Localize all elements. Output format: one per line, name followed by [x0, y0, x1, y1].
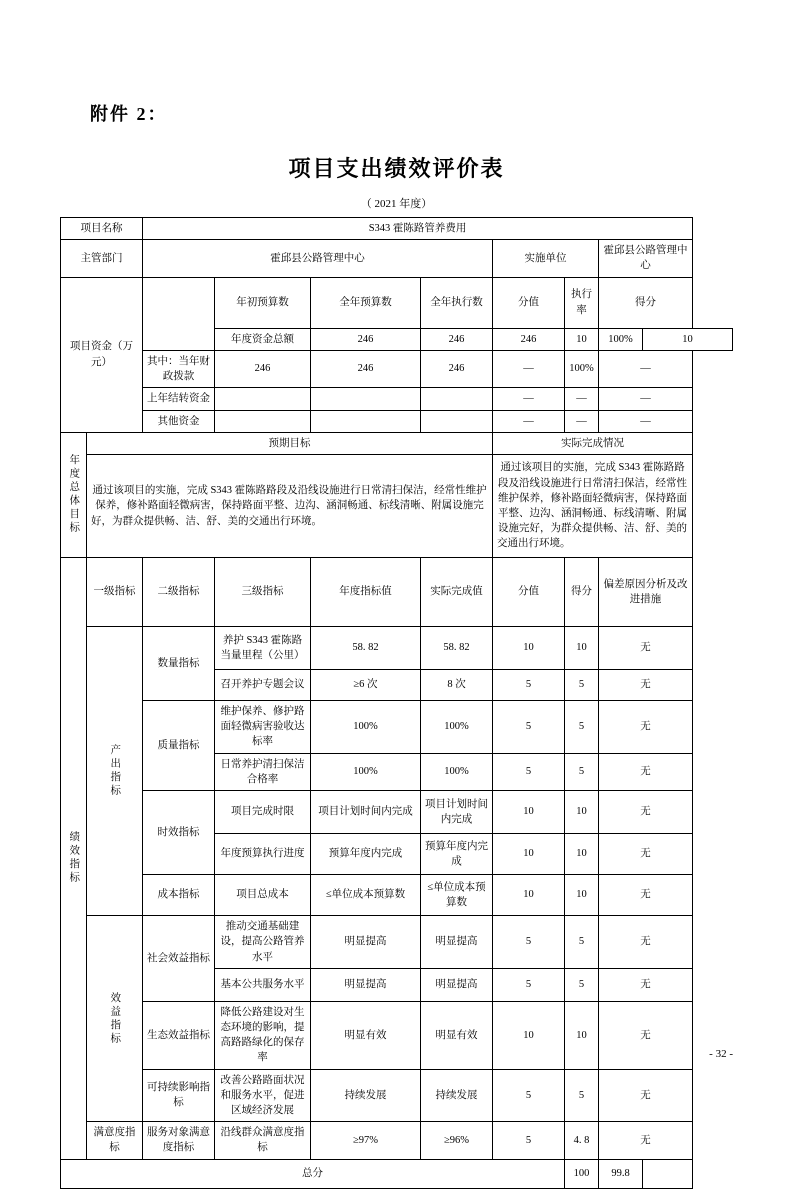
funds-row-label: 年度资金总额	[215, 328, 311, 350]
index-value: 5	[493, 753, 565, 790]
index-score: 5	[565, 968, 599, 1001]
index-score: 10	[565, 1001, 599, 1069]
index-target: 预算年度内完成	[311, 834, 421, 875]
table-row	[61, 350, 733, 387]
funds-row-label: 上年结转资金	[143, 388, 215, 410]
index-analysis: 无	[599, 968, 693, 1001]
index-level3: 项目总成本	[215, 875, 311, 916]
index-analysis: 无	[599, 1001, 693, 1069]
index-level3: 维护保养、修护路面轻微病害验收达标率	[215, 700, 311, 753]
index-analysis: 无	[599, 875, 693, 916]
index-analysis: 无	[599, 669, 693, 700]
index-actual: 100%	[421, 700, 493, 753]
table-row	[61, 277, 733, 328]
index-value: 10	[493, 791, 565, 834]
index-level3: 养护 S343 霍陈路当量里程（公里）	[215, 626, 311, 669]
index-level2: 社会效益指标	[143, 916, 215, 1002]
index-actual: 100%	[421, 753, 493, 790]
index-level3: 基本公共服务水平	[215, 968, 311, 1001]
perf-index-label: 绩效指标	[61, 557, 87, 1159]
index-actual: 项目计划时间内完成	[421, 791, 493, 834]
index-score: 4. 8	[565, 1122, 599, 1159]
index-level3: 召开养护专题会议	[215, 669, 311, 700]
index-target: 项目计划时间内完成	[311, 791, 421, 834]
index-value: 10	[493, 834, 565, 875]
funds-header-exec-rate: 执行率	[565, 277, 599, 328]
index-actual: 8 次	[421, 669, 493, 700]
index-value: 5	[493, 1069, 565, 1122]
index-header-analysis: 偏差原因分析及改进措施	[599, 557, 693, 626]
index-level3: 沿线群众满意度指标	[215, 1122, 311, 1159]
funds-header-begin-budget: 年初预算数	[215, 277, 311, 328]
project-name-value: S343 霍陈路管养费用	[143, 218, 693, 240]
index-target: 持续发展	[311, 1069, 421, 1122]
index-score: 5	[565, 753, 599, 790]
index-analysis: 无	[599, 753, 693, 790]
table-row	[61, 916, 733, 969]
index-header-level3: 三级指标	[215, 557, 311, 626]
index-score: 10	[565, 791, 599, 834]
table-row	[61, 454, 733, 557]
index-target: 明显提高	[311, 968, 421, 1001]
index-level3: 年度预算执行进度	[215, 834, 311, 875]
index-analysis: 无	[599, 834, 693, 875]
funds-row-label: 其他资金	[143, 410, 215, 432]
index-level2: 可持续影响指标	[143, 1069, 215, 1122]
funds-row-begin: 246	[215, 350, 311, 387]
index-analysis: 无	[599, 1069, 693, 1122]
funds-row-exec	[421, 388, 493, 410]
index-value: 10	[493, 626, 565, 669]
table-row	[61, 410, 733, 432]
table-row	[61, 875, 733, 916]
index-header-actual: 实际完成值	[421, 557, 493, 626]
index-level3: 改善公路路面状况和服务水平，促进区域经济发展	[215, 1069, 311, 1122]
funds-row-rate: —	[565, 410, 599, 432]
table-row	[61, 1001, 733, 1069]
funds-header-score: 得分	[599, 277, 693, 328]
index-value: 5	[493, 700, 565, 753]
index-value: 5	[493, 669, 565, 700]
index-score: 5	[565, 669, 599, 700]
index-score: 10	[565, 834, 599, 875]
index-actual: ≤单位成本预算数	[421, 875, 493, 916]
actual-goal-header: 实际完成情况	[493, 432, 693, 454]
index-actual: 明显有效	[421, 1001, 493, 1069]
actual-goal-text: 通过该项目的实施，完成 S343 霍陈路路段及沿线设施进行日常清扫保洁，经常性维护保养，修补路面轻微病害，保持路面平整、边沟、涵洞畅通、标线清晰、附属设施完好，为群众提供畅、洁、舒、美的交通出行环境。	[493, 454, 693, 557]
table-row	[61, 240, 733, 277]
index-value: 5	[493, 968, 565, 1001]
index-level2: 质量指标	[143, 700, 215, 790]
unit-label: 实施单位	[493, 240, 599, 277]
index-target: 100%	[311, 700, 421, 753]
funds-label: 项目资金（万元）	[61, 277, 143, 432]
total-label: 总分	[61, 1159, 565, 1188]
table-row	[61, 388, 733, 410]
funds-row-rate: 100%	[565, 350, 599, 387]
table-row	[61, 1069, 733, 1122]
funds-row-value: —	[493, 388, 565, 410]
index-analysis: 无	[599, 1122, 693, 1159]
funds-row-budget	[311, 410, 421, 432]
funds-row-exec	[421, 410, 493, 432]
funds-header-score-value: 分值	[493, 277, 565, 328]
page-subtitle: （ 2021 年度）	[360, 198, 433, 210]
index-header-level2: 二级指标	[143, 557, 215, 626]
funds-header-year-budget: 全年预算数	[311, 277, 421, 328]
funds-row-score: —	[599, 388, 693, 410]
index-level2: 服务对象满意度指标	[143, 1122, 215, 1159]
index-value: 5	[493, 1122, 565, 1159]
table-row	[61, 432, 733, 454]
total-analysis	[643, 1159, 693, 1188]
table-row	[61, 1159, 733, 1188]
funds-row-label: 其中：当年财政拨款	[143, 350, 215, 387]
index-value: 5	[493, 916, 565, 969]
funds-row-rate: 100%	[599, 328, 643, 350]
total-value: 100	[565, 1159, 599, 1188]
index-actual: ≥96%	[421, 1122, 493, 1159]
table-row	[61, 1122, 733, 1159]
index-target: 明显有效	[311, 1001, 421, 1069]
index-analysis: 无	[599, 626, 693, 669]
table-row	[61, 218, 733, 240]
table-row	[61, 626, 733, 669]
funds-row-budget	[311, 388, 421, 410]
funds-row-score: —	[599, 350, 693, 387]
project-name-label: 项目名称	[61, 218, 143, 240]
index-header-target: 年度指标值	[311, 557, 421, 626]
funds-row-rate: —	[565, 388, 599, 410]
index-level2: 时效指标	[143, 791, 215, 875]
dept-label: 主管部门	[61, 240, 143, 277]
index-header-value: 分值	[493, 557, 565, 626]
benefit-label: 效益指标	[87, 916, 143, 1122]
index-score: 5	[565, 916, 599, 969]
page-title: 项目支出绩效评价表	[288, 156, 505, 181]
index-actual: 58. 82	[421, 626, 493, 669]
index-analysis: 无	[599, 700, 693, 753]
funds-row-exec: 246	[493, 328, 565, 350]
index-level3: 日常养护清扫保洁合格率	[215, 753, 311, 790]
funds-row-begin: 246	[311, 328, 421, 350]
index-level3: 项目完成时限	[215, 791, 311, 834]
index-actual: 预算年度内完成	[421, 834, 493, 875]
total-score: 99.8	[599, 1159, 643, 1188]
table-row	[61, 791, 733, 834]
funds-row-value: —	[493, 350, 565, 387]
table-row	[61, 700, 733, 753]
funds-row-score: 10	[643, 328, 733, 350]
index-level3: 推动交通基础建设，提高公路管养水平	[215, 916, 311, 969]
funds-row-begin	[215, 388, 311, 410]
index-level2: 成本指标	[143, 875, 215, 916]
funds-row-value: —	[493, 410, 565, 432]
index-analysis: 无	[599, 916, 693, 969]
index-target: ≤单位成本预算数	[311, 875, 421, 916]
page-number: - 32 -	[709, 1048, 733, 1060]
index-score: 5	[565, 1069, 599, 1122]
index-target: 58. 82	[311, 626, 421, 669]
index-target: 100%	[311, 753, 421, 790]
index-level2: 生态效益指标	[143, 1001, 215, 1069]
index-level3: 降低公路建设对生态环境的影响，提高路路绿化的保存率	[215, 1001, 311, 1069]
funds-header-year-exec: 全年执行数	[421, 277, 493, 328]
index-value: 10	[493, 1001, 565, 1069]
performance-evaluation-table	[60, 217, 733, 1189]
index-actual: 明显提高	[421, 916, 493, 969]
index-header-level1: 一级指标	[87, 557, 143, 626]
index-target: ≥6 次	[311, 669, 421, 700]
index-target: ≥97%	[311, 1122, 421, 1159]
funds-row-value: 10	[565, 328, 599, 350]
funds-row-budget: 246	[311, 350, 421, 387]
funds-row-score: —	[599, 410, 693, 432]
index-score: 10	[565, 875, 599, 916]
funds-row-exec: 246	[421, 350, 493, 387]
index-value: 10	[493, 875, 565, 916]
index-analysis: 无	[599, 791, 693, 834]
index-actual: 持续发展	[421, 1069, 493, 1122]
expected-goal-text: 通过该项目的实施，完成 S343 霍陈路路段及沿线设施进行日常清扫保洁，经常性维护保养，修补路面轻微病害，保持路面平整、边沟、涵洞畅通、标线清晰、附属设施完好，为群众提供畅、洁、舒、美的交通出行环境。	[87, 454, 493, 557]
attachment-label: 附件 2：	[90, 104, 168, 124]
index-actual: 明显提高	[421, 968, 493, 1001]
funds-row-budget: 246	[421, 328, 493, 350]
table-row	[61, 557, 733, 626]
funds-row-begin	[215, 410, 311, 432]
index-target: 明显提高	[311, 916, 421, 969]
index-level2: 数量指标	[143, 626, 215, 700]
index-score: 10	[565, 626, 599, 669]
dept-value: 霍邱县公路管理中心	[143, 240, 493, 277]
annual-goal-label: 年度总体目标	[61, 432, 87, 557]
index-header-score: 得分	[565, 557, 599, 626]
satisfaction-label: 满意度指标	[87, 1122, 143, 1159]
unit-value: 霍邱县公路管理中心	[599, 240, 693, 277]
index-score: 5	[565, 700, 599, 753]
expected-goal-header: 预期目标	[87, 432, 493, 454]
output-label: 产出指标	[87, 626, 143, 915]
